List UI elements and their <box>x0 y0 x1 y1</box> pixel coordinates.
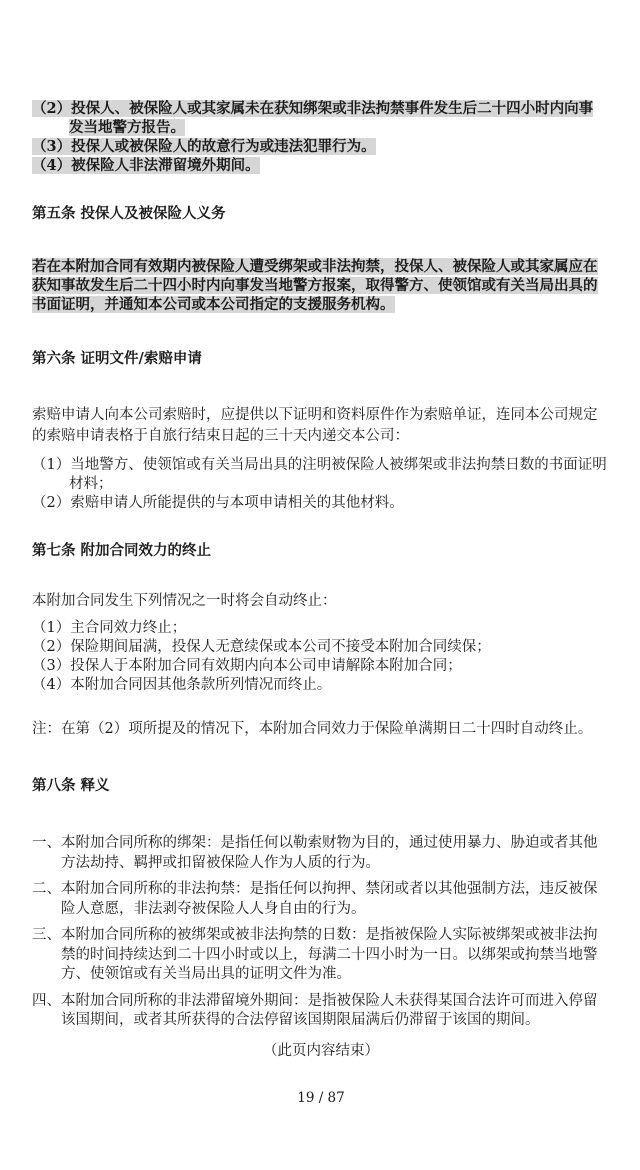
article6-item-2: （2）索赔申请人所能提供的与本项申请相关的其他材料。 <box>32 495 404 511</box>
definition-item-3 <box>32 926 610 985</box>
article5-title: 第五条 投保人及被保险人义务 <box>32 205 226 222</box>
article6-title: 第六条 证明文件/索赔申请 <box>32 350 202 367</box>
definition-item-2 <box>32 880 610 919</box>
exclusion-item-2 <box>32 99 610 137</box>
article7-items <box>32 619 610 695</box>
article6-item-1: （1）当地警方、使领馆或有关当局出具的注明被保险人被绑架或非法拘禁日数的书面证明 <box>32 457 607 473</box>
article6-items <box>32 456 610 513</box>
definition-3-line-2: 禁的时间持续达到二十四小时或以上，每满二十四小时为一日。以绑架或拘禁当地警 <box>61 946 598 963</box>
definition-item-1 <box>32 834 610 873</box>
definition-3-line-3: 方、使领馆或有关当局出具的证明文件为准。 <box>61 966 351 982</box>
article7-item-3: （3）投保人于本附加合同有效期内向本公司申请解除本附加合同； <box>32 658 462 674</box>
exclusion-item-4 <box>32 156 610 175</box>
definition-item-4 <box>32 992 610 1031</box>
exclusion-list <box>32 99 610 175</box>
article7-item-2: （2）保险期间届满，投保人无意续保或本公司不接受本附加合同续保； <box>32 639 491 655</box>
exclusion-item-2-cont: 发当地警方报告。 <box>69 119 185 136</box>
definition-1-line-2: 方法劫持、羁押或扣留被保险人作为人质的行为。 <box>61 854 380 871</box>
article7-intro: 本附加合同发生下列情况之一时将会自动终止： <box>32 593 337 609</box>
exclusion-item-3-text: （3）投保人或被保险人的故意行为或违法犯罪行为。 <box>32 138 376 155</box>
page-end-note: （此页内容结束） <box>263 1043 379 1059</box>
article7-note: 注：在第（2）项所提及的情况下，本附加合同效力于保险单满期日二十四时自动终止。 <box>32 721 593 737</box>
article8-title: 第八条 释义 <box>32 777 110 794</box>
article8-items <box>32 834 610 1031</box>
definition-2-line-2: 险人意愿，非法剥夺被保险人人身自由的行为。 <box>61 900 366 917</box>
article6-intro-line-1: 索赔申请人向本公司索赔时，应提供以下证明和资料原件作为索赔单证，连同本公司规定 <box>32 407 598 423</box>
article6-intro <box>32 405 610 447</box>
exclusion-item-3 <box>32 137 610 156</box>
definition-4-line-1: 四、本附加合同所称的非法滞留境外期间：是指被保险人未获得某国合法许可而进入停留 <box>32 992 598 1009</box>
article7-item-4: （4）本附加合同因其他条款所列情况而终止。 <box>32 677 332 693</box>
article6-intro-line-2: 的索赔申请表格于自旅行结束日起的三十天内递交本公司： <box>32 428 409 444</box>
article6-item-1-cont: 材料； <box>69 476 113 492</box>
article7-title: 第七条 附加合同效力的终止 <box>32 542 212 559</box>
definition-2-line-1: 二、本附加合同所称的非法拘禁：是指任何以拘押、禁闭或者以其他强制方法，违反被保 <box>32 881 598 897</box>
page-number: 19 / 87 <box>297 1090 345 1106</box>
article7-item-1: （1）主合同效力终止； <box>32 620 187 636</box>
definition-4-line-2: 该国期间，或者其所获得的合法停留该国期限届满后仍滞留于该国的期间。 <box>61 1012 540 1028</box>
article5-line-1: 若在本附加合同有效期内被保险人遭受绑架或非法拘禁，投保人、被保险人或其家属应在 <box>32 258 598 275</box>
article5-line-2: 获知事故发生后二十四小时内向事发当地警方报案，取得警方、使领馆或有关当局出具的 <box>32 277 598 294</box>
exclusion-item-4-text: （4）被保险人非法滞留境外期间。 <box>32 157 260 174</box>
exclusion-item-2-text: （2）投保人、被保险人或其家属未在获知绑架或非法拘禁事件发生后二十四小时内向事 <box>32 100 594 117</box>
definition-1-line-1: 一、本附加合同所称的绑架：是指任何以勒索财物为目的，通过使用暴力、胁迫或者其他 <box>32 835 598 851</box>
definition-3-line-1: 三、本附加合同所称的被绑架或被非法拘禁的日数：是指被保险人实际被绑架或被非法拘 <box>32 927 598 943</box>
article5-body <box>32 257 610 314</box>
article5-line-3: 书面证明，并通知本公司或本公司指定的支援服务机构。 <box>32 296 395 313</box>
